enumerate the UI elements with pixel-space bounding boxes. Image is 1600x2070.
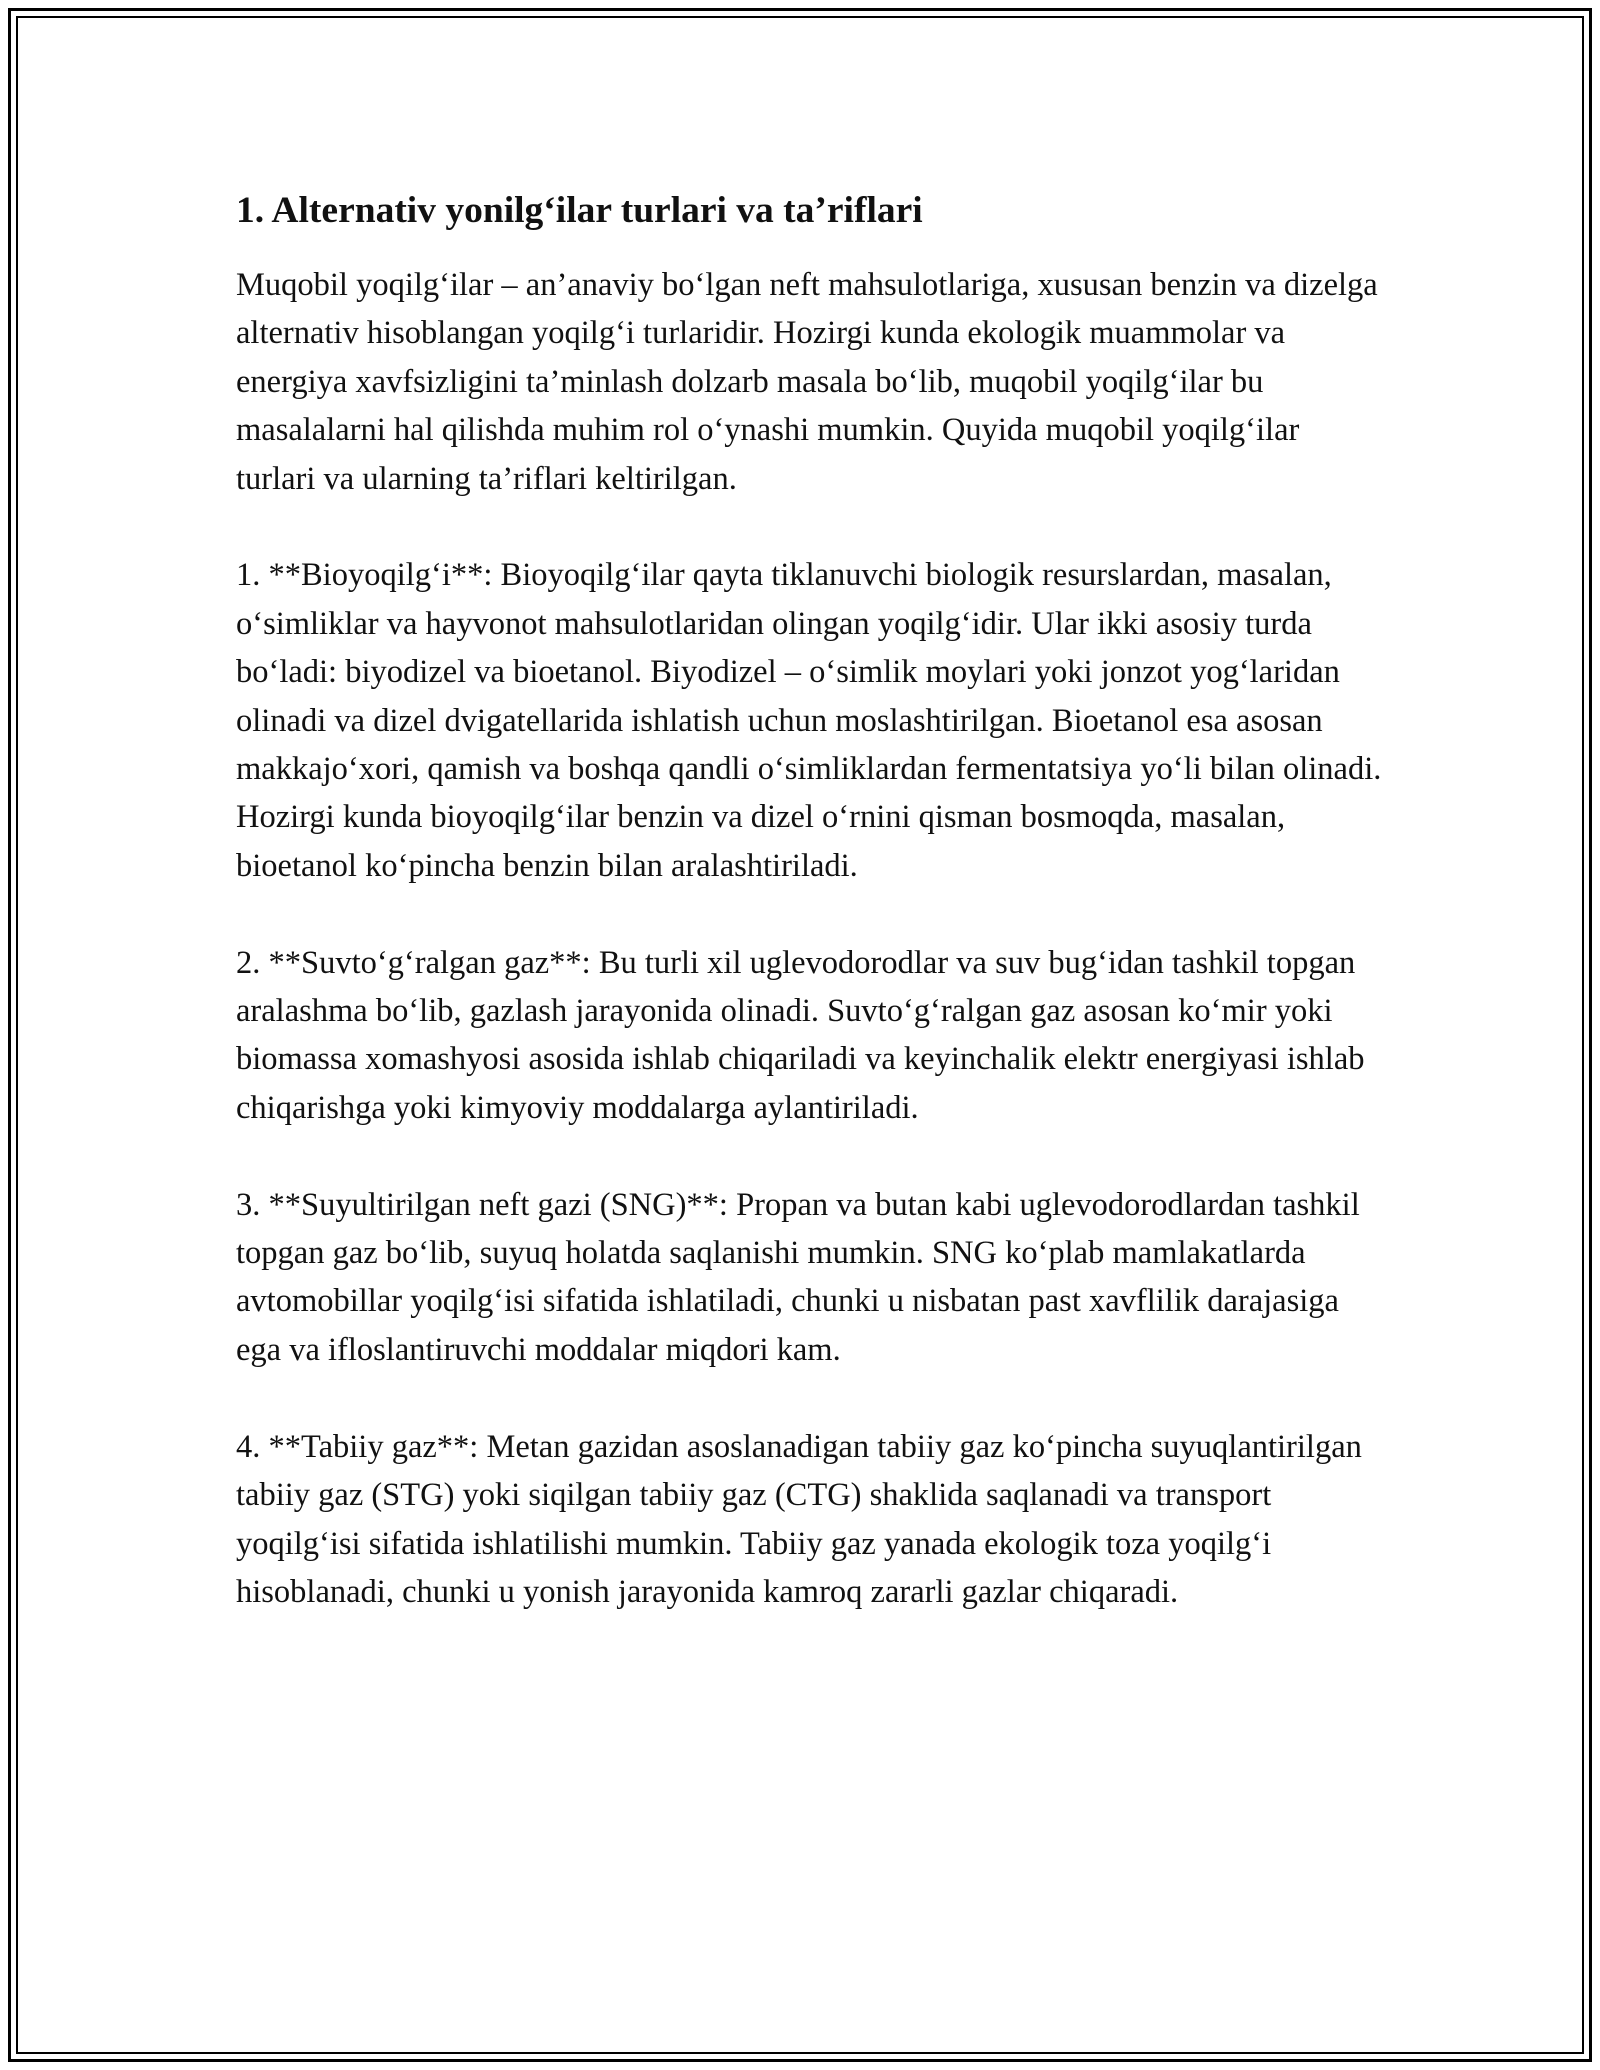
paragraph-sng: 3. **Suyultirilgan neft gazi (SNG)**: Propan va butan kabi uglevodorodlardan tashkil topgan gaz bo‘lib, suyuq holatda saqlanishi mumkin. SNG ko‘plab mamlakatlarda avtomobillar yoqilg‘isi sifatida ishlatiladi, chunki u nisbatan past xavflilik darajasiga ega va ifloslantiruvchi moddalar miqdori kam. (236, 1186, 1360, 1368)
paragraph-bioyoqilgi: 1. **Bioyoqilg‘i**: Bioyoqilg‘ilar qayta tiklanuvchi biologik resurslardan, masalan, o‘simliklar va hayvonot mahsulotlaridan olingan yoqilg‘idir. Ular ikki asosiy turda bo‘ladi: biyodizel va bioetanol. Biyodizel – o‘simlik moylari yoki jonzot yog‘laridan olinadi va dizel dvigatellarida ishlatish uchun moslashtirilgan. Bioetanol esa asosan makkajo‘xori, qamish va boshqa qandli o‘simliklardan fermentatsiya yo‘li bilan olinadi. Hozirgi kunda bioyoqilg‘ilar benzin va dizel o‘rnini qisman bosmoqda, masalan, bioetanol ko‘pincha benzin bilan aralashtiriladi. (236, 557, 1382, 884)
paragraph-tabiiy-gaz: 4. **Tabiiy gaz**: Metan gazidan asoslanadigan tabiiy gaz ko‘pincha suyuqlantirilgan tabiiy gaz (STG) yoki siqilgan tabiiy gaz (CTG) shaklida saqlanadi va transport yoqilg‘isi sifatida ishlatilishi mumkin. Tabiiy gaz yanada ekologik toza yoqilg‘i hisoblanadi, chunki u yonish jarayonida kamroq zararli gazlar chiqaradi. (236, 1428, 1362, 1610)
paragraph-suvtogralgan-gaz: 2. **Suvto‘g‘ralgan gaz**: Bu turli xil uglevodorodlar va suv bug‘idan tashkil topgan aralashma bo‘lib, gazlash jarayonida olinadi. Suvto‘g‘ralgan gaz asosan ko‘mir yoki biomassa xomashyosi asosida ishlab chiqariladi va keyinchalik elektr energiyasi ishlab chiqarishga yoki kimyoviy moddalarga aylantiriladi. (236, 944, 1365, 1126)
section-heading: 1. Alternativ yonilg‘ilar turlari va ta’riflari (236, 190, 923, 231)
intro-paragraph: Muqobil yoqilg‘ilar – an’anaviy bo‘lgan neft mahsulotlariga, xususan benzin va dizelga alternativ hisoblangan yoqilg‘i turlaridir. Hozirgi kunda ekologik muammolar va energiya xavfsizligini ta’minlash dolzarb masala bo‘lib, muqobil yoqilg‘ilar bu masalalarni hal qilishda muhim rol o‘ynashi mumkin. Quyida muqobil yoqilg‘ilar turlari va ularning ta’riflari keltirilgan. (236, 267, 1378, 497)
document-body (236, 185, 1386, 1665)
